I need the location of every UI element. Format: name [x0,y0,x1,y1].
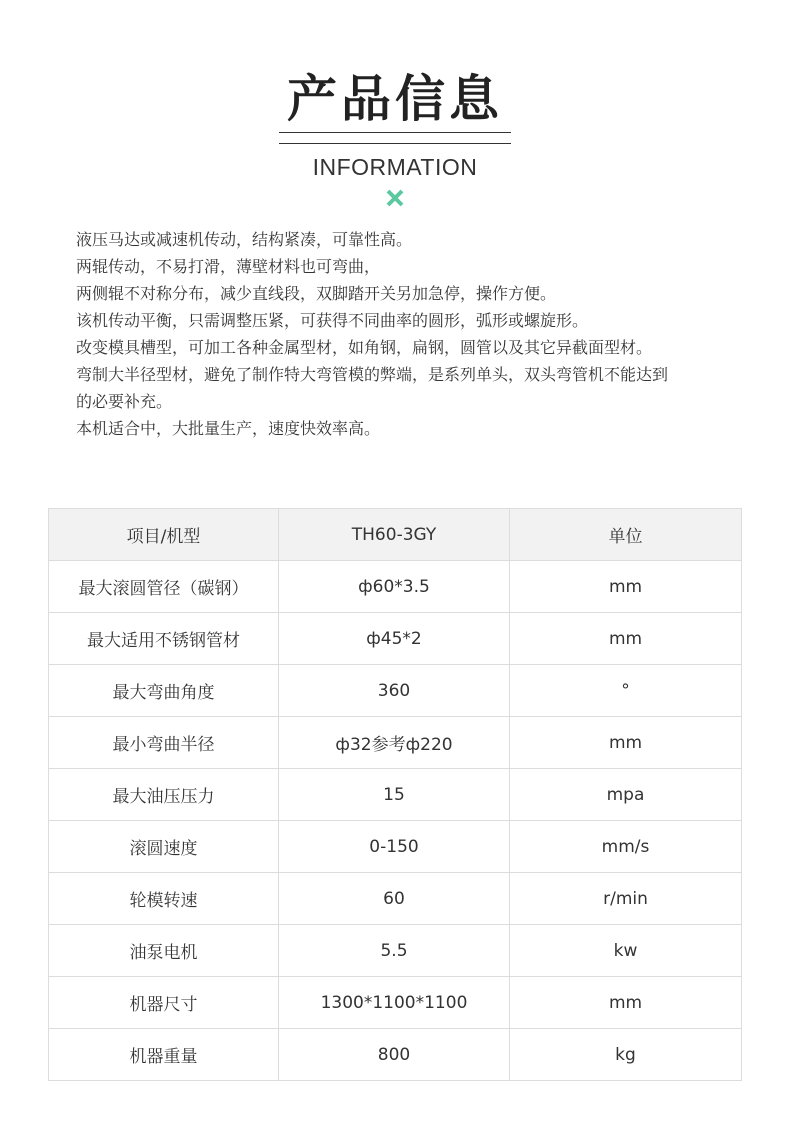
row-unit: mm [510,977,742,1029]
row-value: 0-150 [279,821,510,873]
row-value: ф60*3.5 [279,561,510,613]
description-line: 弯制大半径型材，避免了制作特大弯管模的弊端，是系列单头，双头弯管机不能达到 [76,365,669,384]
row-unit: mm [510,717,742,769]
table-row [49,873,742,925]
row-value: 800 [279,1029,510,1081]
description-line: 本机适合中，大批量生产，速度快效率高。 [76,419,381,438]
row-unit: mpa [510,769,742,821]
row-unit: ° [510,665,742,717]
title-underline-bottom [279,143,511,144]
table-row [49,925,742,977]
description-line: 该机传动平衡，只需调整压紧，可获得不同曲率的圆形，弧形或螺旋形。 [76,311,589,330]
page-title: 产品信息 [287,70,503,128]
row-item: 滚圆速度 [49,821,279,873]
row-item: 最大油压压力 [49,769,279,821]
title-underline-top [279,132,511,133]
row-value: 15 [279,769,510,821]
table-row [49,561,742,613]
page-subtitle: INFORMATION [312,154,478,180]
table-header-row [49,509,742,561]
description-line: 两辊传动，不易打滑，薄壁材料也可弯曲， [76,257,381,276]
row-item: 机器尺寸 [49,977,279,1029]
row-item: 油泵电机 [49,925,279,977]
row-value: 5.5 [279,925,510,977]
row-unit: mm [510,613,742,665]
description-line: 两侧辊不对称分布，减少直线段，双脚踏开关另加急停，操作方便。 [76,284,557,303]
row-value: 60 [279,873,510,925]
row-item: 最小弯曲半径 [49,717,279,769]
row-item: 最大弯曲角度 [49,665,279,717]
table-row [49,977,742,1029]
row-item: 最大滚圆管径（碳钢） [49,561,279,613]
table-row [49,613,742,665]
spec-table [48,508,742,1081]
row-item: 机器重量 [49,1029,279,1081]
row-value: 1300*1100*1100 [279,977,510,1029]
row-unit: kw [510,925,742,977]
row-unit: r/min [510,873,742,925]
table-row [49,717,742,769]
header-unit: 单位 [510,509,742,561]
row-unit: mm/s [510,821,742,873]
description-line: 的必要补充。 [76,392,173,411]
header-item-model: 项目/机型 [49,509,279,561]
row-unit: mm [510,561,742,613]
row-unit: kg [510,1029,742,1081]
row-item: 最大适用不锈钢管材 [49,613,279,665]
table-row [49,665,742,717]
header-model-code: TH60-3GY [279,509,510,561]
row-value: ф45*2 [279,613,510,665]
table-row [49,769,742,821]
table-row [49,1029,742,1081]
row-item: 轮模转速 [49,873,279,925]
cross-icon [385,188,405,208]
product-description [76,226,756,442]
row-value: 360 [279,665,510,717]
table-row [49,821,742,873]
description-line: 液压马达或减速机传动，结构紧凑，可靠性高。 [76,230,413,249]
description-line: 改变模具槽型，可加工各种金属型材，如角钢，扁钢，圆管以及其它异截面型材。 [76,338,653,357]
row-value: ф32参考ф220 [279,717,510,769]
title-block [0,68,790,130]
